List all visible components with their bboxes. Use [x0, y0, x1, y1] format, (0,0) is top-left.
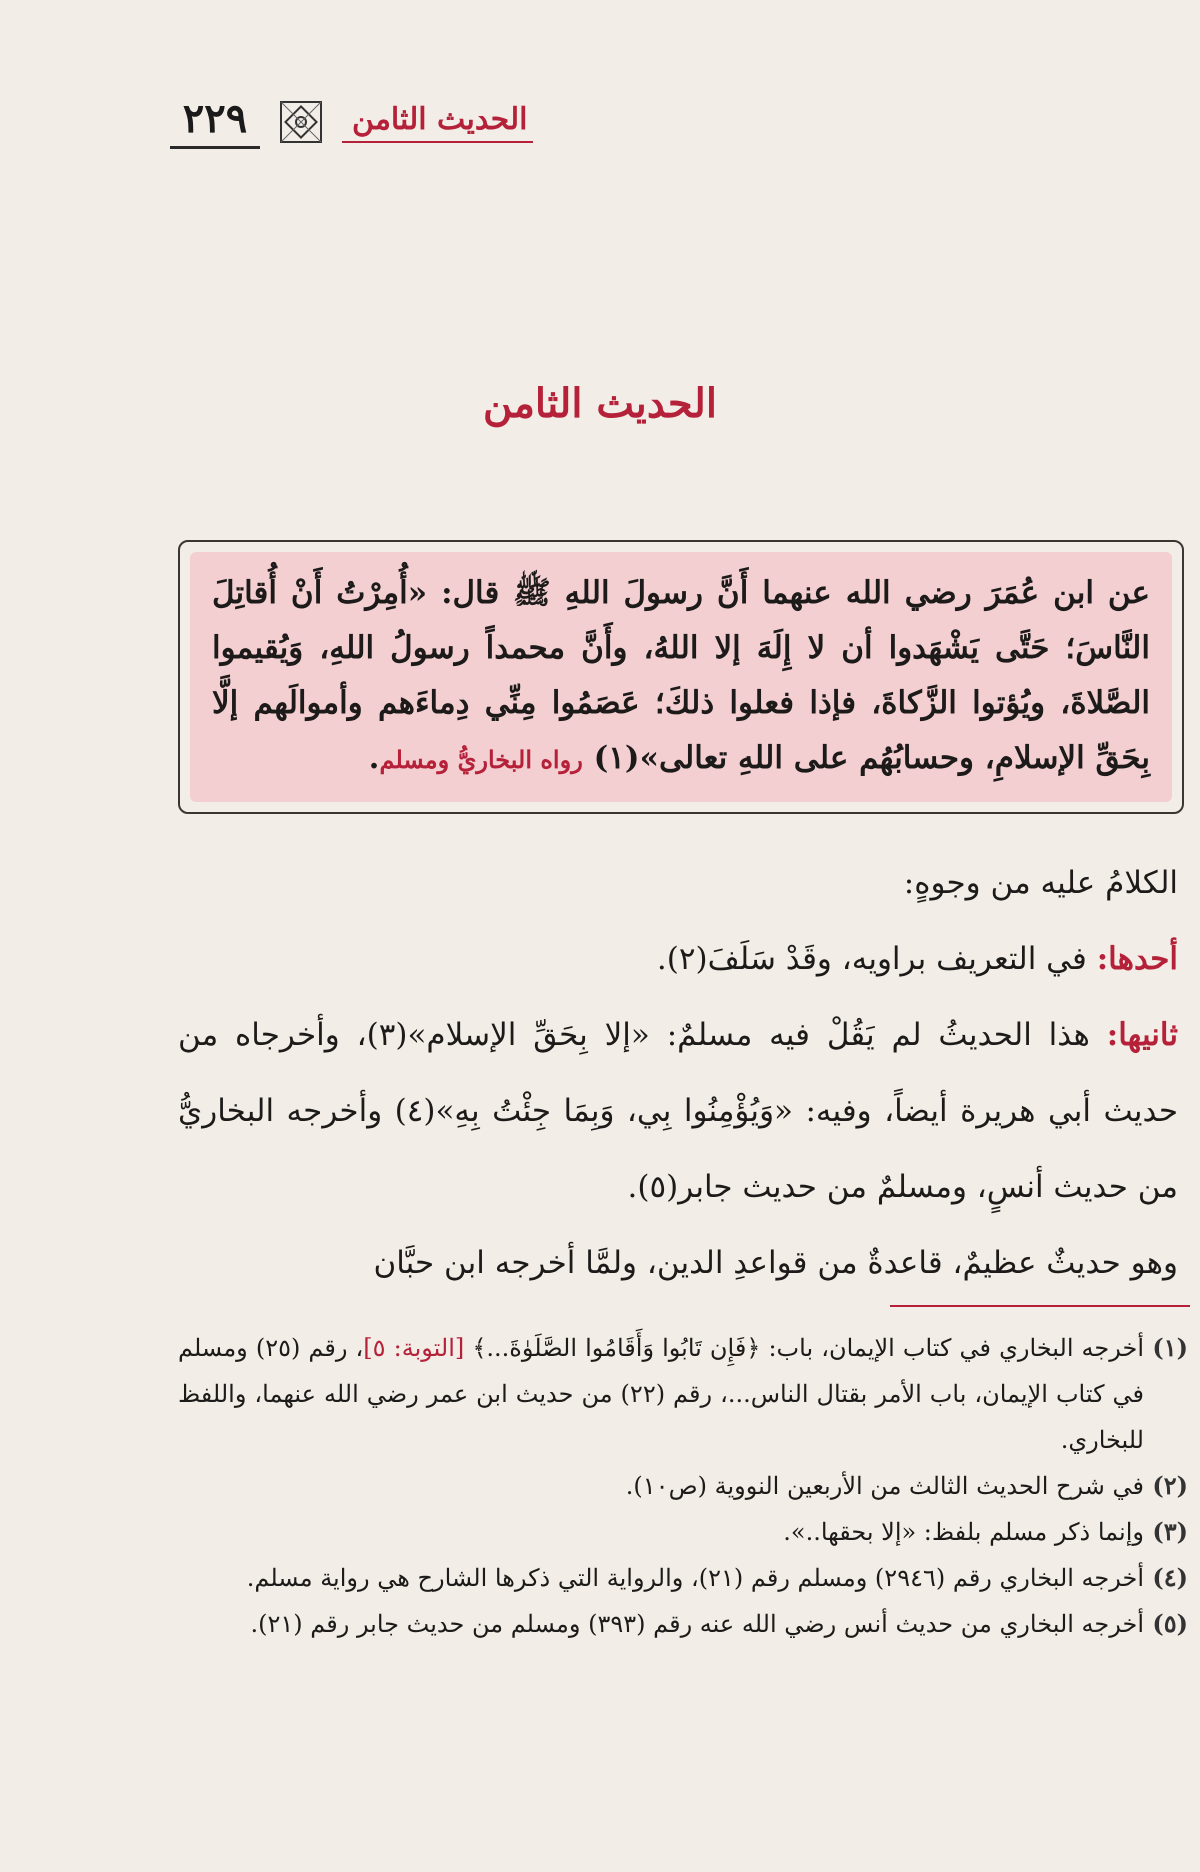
section-title: الحديث الثامن [483, 380, 717, 427]
footnote-number: (٤) [1152, 1563, 1188, 1592]
page-number: ٢٢٩ [170, 95, 260, 149]
intro-line: الكلامُ عليه من وجوهٍ: [903, 865, 1178, 901]
commentary-body [178, 845, 1178, 1301]
footnote [178, 1509, 1188, 1555]
footnote-text: وإنما ذكر مسلم بلفظ: «إلا بحقها..». [783, 1518, 1144, 1546]
hadith-text: عن ابن عُمَرَ رضي الله عنهما أَنَّ رسولَ اللهِ ﷺ قال: «أُمِرْتُ أَنْ أُقاتِلَ النَّاسَ؛ حَتَّى يَشْهَدوا أن لا إِلَهَ إلا اللهُ، وأَنَّ محمداً رسولُ اللهِ، وَيُقيموا الصَّلاةَ، ويُؤتوا الزَّكاةَ، فإذا فعلوا ذلكَ؛ عَصَمُوا مِنِّي دِماءَهم وأموالَهم إلَّا بِحَقِّ الإسلامِ، وحسابُهُم على اللهِ تعالى»(١) [212, 575, 1151, 776]
footnote-separator [890, 1305, 1190, 1307]
hadith-box [178, 540, 1184, 814]
running-title: الحديث الثامن [342, 102, 533, 143]
hadith-text-block: عن ابن عُمَرَ رضي الله عنهما أَنَّ رسولَ اللهِ ﷺ قال: «أُمِرْتُ أَنْ أُقاتِلَ النَّاسَ؛ حَتَّى يَشْهَدوا أن لا إِلَهَ إلا اللهُ، وأَنَّ محمداً رسولُ اللهِ، وَيُقيموا الصَّلاةَ، ويُؤتوا الزَّكاةَ، فإذا فعلوا ذلكَ؛ عَصَمُوا مِنِّي دِماءَهم وأموالَهم إلَّا بِحَقِّ الإسلامِ، وحسابُهُم على اللهِ تعالى»(١) رواه البخاريُّ ومسلم. [190, 552, 1172, 802]
footnotes [178, 1325, 1188, 1647]
footnote [178, 1463, 1188, 1509]
footnote-text: في شرح الحديث الثالث من الأربعين النووية (ص١٠). [625, 1472, 1144, 1500]
footnote-text [178, 1325, 1144, 1463]
hadith-source: رواه البخاريُّ ومسلم [379, 745, 583, 774]
footnote [178, 1325, 1188, 1463]
footnote-number: (٢) [1152, 1471, 1188, 1500]
footnote-number: (٥) [1152, 1609, 1188, 1638]
footnote-number: (١) [1152, 1333, 1188, 1362]
paragraph-2 [178, 997, 1178, 1225]
footnote-text: أخرجه البخاري من حديث أنس رضي الله عنه رقم (٣٩٣) ومسلم من حديث جابر رقم (٢١). [250, 1610, 1144, 1638]
paragraph-1 [178, 921, 1178, 997]
paragraph-3: وهو حديثٌ عظيمٌ، قاعدةٌ من قواعدِ الدين، ولمَّا أخرجه ابن حبَّان [373, 1245, 1178, 1281]
paragraph-1-text: في التعريف براويه، وقَدْ سَلَفَ(٢). [656, 941, 1087, 977]
footnote-text: أخرجه البخاري رقم (٢٩٤٦) ومسلم رقم (٢١)، والرواية التي ذكرها الشارح هي رواية مسلم. [246, 1564, 1144, 1592]
paragraph-2-text: هذا الحديثُ لم يَقُلْ فيه مسلمٌ: «إلا بِحَقِّ الإسلام»(٣)، وأخرجاه من حديث أبي هريرة أيضاً، وفيه: «وَيُؤْمِنُوا بِي، وَبِمَا جِئْتُ بِهِ»(٤) وأخرجه البخاريُّ من حديث أنسٍ، ومسلمٌ من حديث جابر(٥). [178, 1017, 1178, 1205]
footnote [178, 1601, 1188, 1647]
geometric-ornament-icon [278, 99, 324, 145]
paragraph-1-lead: أحدها: [1096, 941, 1178, 977]
footnote-text-part: ، رقم (٢٥) ومسلم في كتاب الإيمان، باب الأمر بقتال الناس...، رقم (٢٢) من حديث ابن عمر رضي الله عنهما، واللفظ للبخاري. [178, 1334, 1144, 1454]
footnote [178, 1555, 1188, 1601]
page-header [170, 92, 1040, 152]
footnote-number: (٣) [1152, 1517, 1188, 1546]
quran-reference: [التوبة: ٥] [363, 1334, 465, 1362]
paragraph-2-lead: ثانيها: [1106, 1017, 1178, 1053]
footnote-text-part: أخرجه البخاري في كتاب الإيمان، باب: ﴿فَإِن تَابُوا وَأَقَامُوا الصَّلَوٰةَ...﴾ [472, 1334, 1145, 1362]
